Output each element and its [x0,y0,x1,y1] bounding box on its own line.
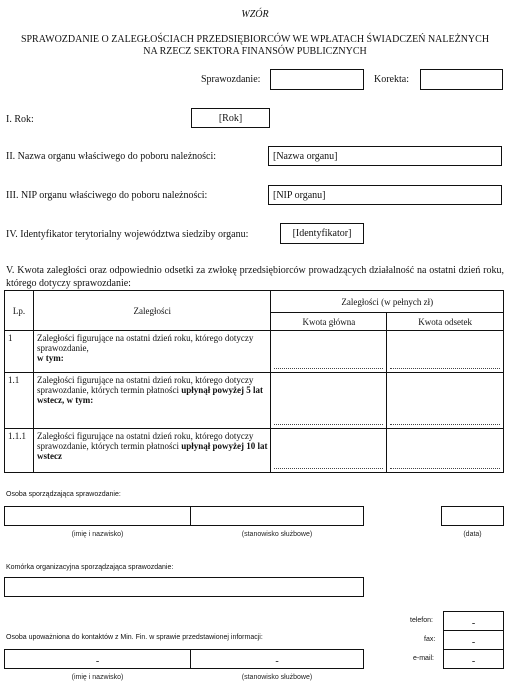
sprawozdanie-label: Sprawozdanie: [201,74,261,85]
sprawozdanie-value [271,70,363,89]
kwota-glowna-cell[interactable] [271,331,387,373]
korekta-value [421,70,502,89]
kwota-odsetek-cell[interactable] [387,373,504,429]
nip-field[interactable] [268,185,502,205]
table-row [5,331,504,373]
korekta-label: Korekta: [374,74,409,85]
unit-field[interactable] [4,577,364,597]
kwota-glowna-cell[interactable] [271,429,387,473]
page-title-line1: SPRAWOZDANIE O ZALEGŁOŚCIACH PRZEDSIĘBIORCÓW WE WPŁATACH ŚWIADCZEŃ NALEŻNYCH [20,34,490,45]
kwota-glowna-cell[interactable] [271,373,387,429]
email-label: e-mail: [413,655,435,662]
row-text: Zaległości figurujące na ostatni dzień roku, którego dotyczy sprawozdanie, których termin płatności [36,431,254,451]
dotted-line [390,424,500,425]
col-header-lp: Lp. [5,291,34,331]
col-header-group: Zaległości (w pełnych zł) [271,291,504,313]
fax-value: - [471,637,476,648]
row-lp: 1.1.1 [5,429,34,473]
telefon-label: telefon: [410,617,433,624]
preparer-date-value [442,507,503,525]
contact-position-value: - [275,656,279,667]
rok-value: [Rok] [218,112,243,124]
organ-label: II. Nazwa organu właściwego do poboru należności: [6,151,217,162]
row-bold-text: upłynął powyżej 5 lat wstecz, w tym: [36,385,263,405]
dotted-line [274,424,383,425]
dotted-line [274,368,383,369]
fax-label: fax: [424,636,436,643]
arrears-table [4,290,504,473]
nip-value: [NIP organu] [273,189,326,201]
organ-value: [Nazwa organu] [273,150,338,162]
preparer-position-value [191,507,363,525]
row-description [33,373,270,429]
sprawozdanie-field[interactable] [270,69,364,90]
contact-position-caption: (stanowisko służbowe) [241,674,313,681]
col-header-kwota-glowna: Kwota główna [271,313,387,331]
contact-label: Osoba upoważniona do kontaktów z Min. Fin. w sprawie przedstawionej informacji: [6,634,263,641]
rok-field[interactable] [191,108,270,128]
dotted-line [274,468,383,469]
unit-value [5,578,363,596]
nip-label: III. NIP organu właściwego do poboru należności: [6,190,208,201]
unit-label: Komórka organizacyjna sporządzająca sprawozdanie: [6,564,174,571]
preparer-name-caption: (imię i nazwisko) [71,531,124,538]
fax-field[interactable] [443,630,504,650]
row-lp: 1.1 [5,373,34,429]
email-field[interactable] [443,649,504,669]
telefon-value: - [471,618,476,629]
preparer-label: Osoba sporządzająca sprawozdanie: [6,491,121,498]
preparer-name-field[interactable] [4,506,191,526]
preparer-position-caption: (stanowisko służbowe) [241,531,313,538]
row-bold-text: upłynął powyżej 10 lat wstecz [36,441,268,461]
email-value: - [471,656,476,667]
section-v-description: V. Kwota zaległości oraz odpowiednio odsetki za zwłokę przedsiębiorców prowadzących działalność na ostatni dzień roku, którego dotyczy sprawozdanie: [6,265,504,289]
row-text: Zaległości figurujące na ostatni dzień roku, którego dotyczy sprawozdanie, których termin płatności [36,375,254,395]
contact-name-caption: (imię i nazwisko) [71,674,124,681]
identyfikator-label: IV. Identyfikator terytorialny województwa siedziby organu: [6,229,249,240]
kwota-odsetek-cell[interactable] [387,331,504,373]
row-text: Zaległości figurujące na ostatni dzień roku, którego dotyczy sprawozdanie, [36,333,254,353]
template-marker: WZÓR [241,9,269,20]
preparer-date-caption: (data) [463,531,482,538]
contact-name-field[interactable] [4,649,191,669]
telefon-field[interactable] [443,611,504,631]
preparer-date-field[interactable] [441,506,504,526]
row-bold-text: w tym: [36,353,64,363]
preparer-position-field[interactable] [190,506,364,526]
page-title-line2: NA RZECZ SEKTORA FINANSÓW PUBLICZNYCH [143,46,367,57]
contact-position-field[interactable] [190,649,364,669]
korekta-field[interactable] [420,69,503,90]
rok-label: I. Rok: [6,114,34,125]
table-row [5,429,504,473]
row-lp: 1 [5,331,34,373]
table-row [5,373,504,429]
dotted-line [390,468,500,469]
row-description [33,331,270,373]
organ-field[interactable] [268,146,502,166]
col-header-zaleglosci: Zaległości [33,291,270,331]
kwota-odsetek-cell[interactable] [387,429,504,473]
dotted-line [390,368,500,369]
identyfikator-field[interactable] [280,223,364,244]
col-header-kwota-odsetek: Kwota odsetek [387,313,504,331]
contact-name-value: - [95,656,100,667]
preparer-name-value [5,507,190,525]
row-description [33,429,270,473]
identyfikator-value: [Identyfikator] [292,228,352,239]
